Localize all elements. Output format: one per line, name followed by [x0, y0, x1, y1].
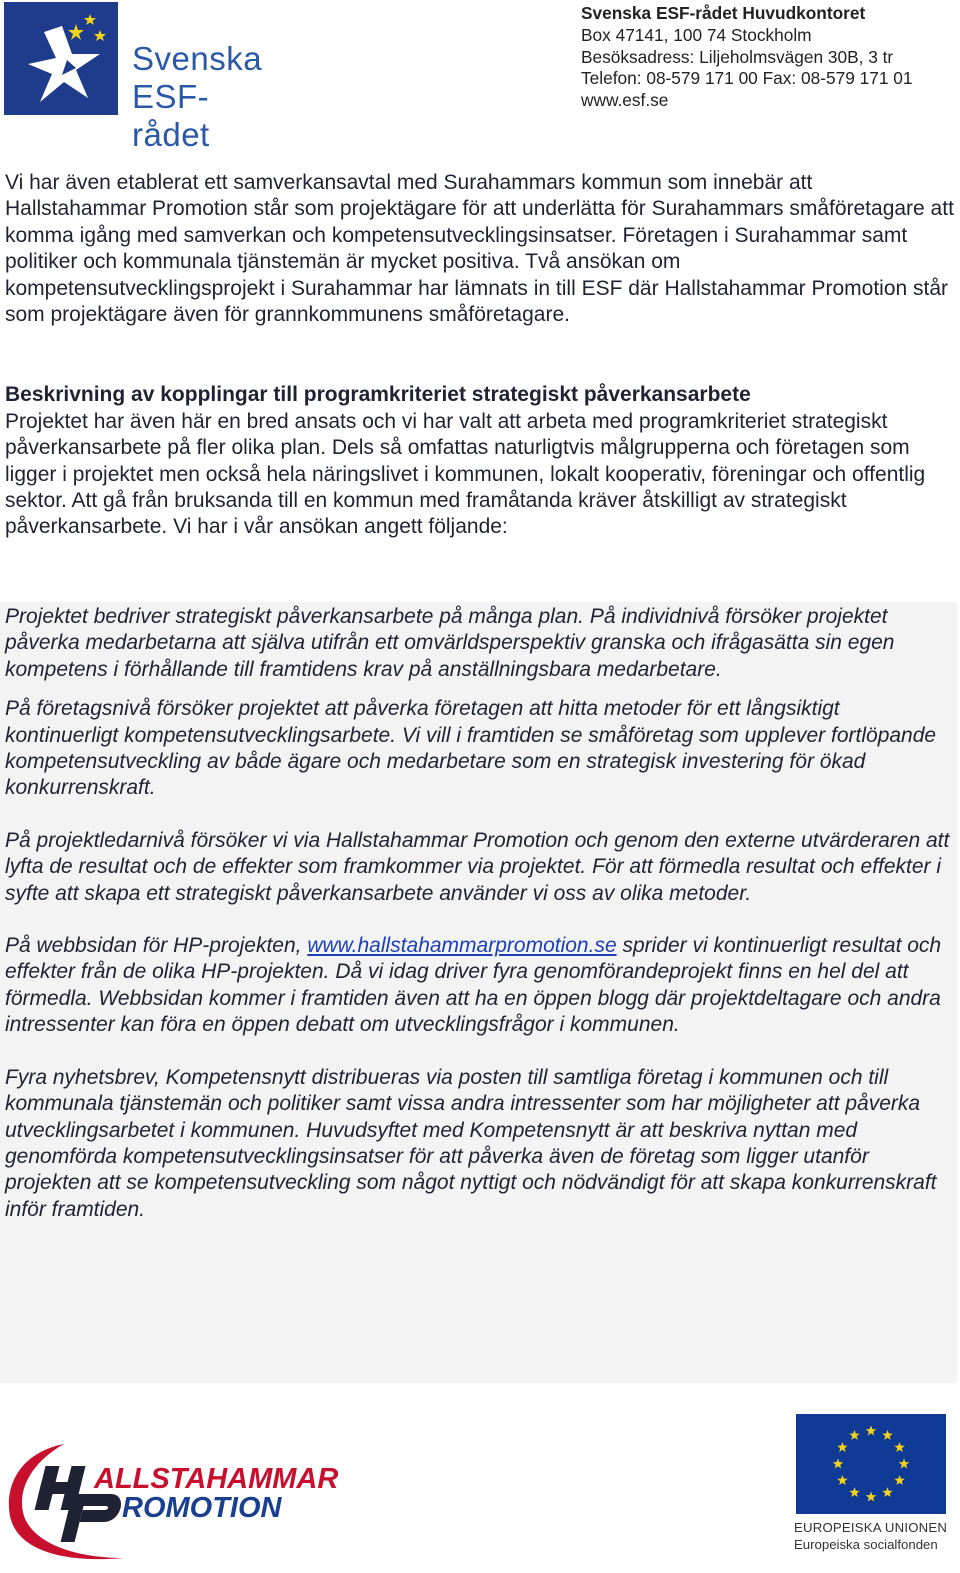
hallstahammar-link[interactable]: www.hallstahammarpromotion.se [307, 934, 617, 958]
eu-star [849, 1430, 859, 1440]
quote-paragraph-website [5, 933, 955, 1039]
quote-paragraph-company: På företagsnivå försöker projektet att påverka företagen att hitta metoder för ett långsiktigt kontinuerligt kompetensutvecklingsarbete. Vi vill i framtiden se småföretag som upplever fortlöpande kompetensutveckling av både ägare och medarbetare som en strategisk investering för ökad konkurrenskraft. [5, 697, 937, 800]
hallstahammar-promotion-logo [4, 1440, 349, 1565]
eu-star [866, 1492, 876, 1502]
quote-paragraph-project-lead: På projektledarnivå försöker vi via Hallstahammar Promotion och genom den externe utvärderaren att lyfta de resultat och de effekter som framkommer via projektet. För att förmedla resultat och effekter i syfte att skapa ett strategiskt påverkansarbete använder vi oss av olika metoder. [5, 828, 950, 905]
eu-star [894, 1475, 904, 1485]
eu-star [894, 1442, 904, 1452]
section-description: Projektet har även här en bred ansats och vi har valt att arbeta med programkriteriet strategiskt påverkansarbete på fler olika plan. Dels så omfattas naturligtvis målgrupperna och företagen som ligger i projektet men också hela näringslivet i kommunen, lokalt kooperativ, föreningar och offentlig sektor. Att gå från bruksanda till en kommun med framåtanda kräver åtskilligt av strategiskt påverkansarbete. Vi har i vår ansökan angett följande: [5, 409, 926, 539]
eu-star [837, 1442, 847, 1452]
hp-swoosh-icon [4, 1440, 349, 1565]
eu-flag-icon [796, 1414, 946, 1514]
eu-star [837, 1475, 847, 1485]
section-heading: Beskrivning av kopplingar till programkriteriet strategiskt påverkansarbete [5, 383, 751, 407]
intro-paragraph: Vi har även etablerat ett samverkansavtal med Surahammars kommun som innebär att Hallstahammar Promotion står som projektägare för att underlätta för Surahammars småföretagare att komma igång med samverkan och kompetensutvecklingsinsatser. Företagen i Surahammar samt politiker och kommunala tjänstemän är mycket positiva. Två ansökan om kompetensutvecklingsprojekt i Surahammar har lämnats in till ESF där Hallstahammar Promotion står som projektägare även för grannkommunens småföretagare. [5, 171, 954, 327]
office-name: Svenska ESF-rådet Huvudkontoret [581, 3, 866, 23]
quote-paragraph-newsletter: Fyra nyhetsbrev, Kompetensnytt distribueras via posten till samtliga företag i kommunen och till kommunala tjänstemän och politiker samt vissa andra intressenter som har möjligheter att påverka utvecklingsarbetet i kommunen. Huvudsyftet med Kompetensnytt är att beskriva nyttan med genomförda kompetensutvecklingsinsatser för att påverka även de företag som ligger utanför projekten att se kompetensutveckling som något nyttigt och nödvändigt för att skapa konkurrenskraft inför framtiden. [5, 1065, 937, 1221]
hp-logo-line1: ALLSTAHAMMAR [94, 1463, 339, 1495]
eu-name: EUROPEISKA UNIONEN [794, 1520, 948, 1535]
eu-star [849, 1487, 859, 1497]
website-text-before: På webbsidan för HP-projekten, [5, 934, 308, 958]
phone-fax: Telefon: 08-579 171 00 Fax: 08-579 171 01 [581, 68, 913, 89]
quoted-application-text [5, 604, 955, 1223]
letterhead [0, 0, 960, 153]
esf-logo [4, 2, 284, 153]
eu-star [866, 1426, 876, 1436]
postal-address: Box 47141, 100 74 Stockholm [581, 24, 812, 45]
hp-logo-line2: ROMOTION [122, 1492, 282, 1524]
esf-star-icon [4, 2, 118, 115]
eu-star [882, 1430, 892, 1440]
eu-fund-name: Europeiska socialfonden [794, 1537, 938, 1552]
esf-wordmark-line2: ESF-rådet [132, 78, 210, 153]
document-body [5, 170, 955, 569]
website-address: www.esf.se [581, 90, 669, 111]
quote-paragraph-individual: Projektet bedriver strategiskt påverkansarbete på många plan. På individnivå försöker projektet påverka medarbetarna att själva utifrån ett omvärldsperspektiv granska och ifrågasätta sin egen kompetens i förhållande till framtidens krav på anställningsbara medarbetare. [5, 605, 895, 681]
esf-wordmark [132, 40, 284, 154]
eu-star [899, 1459, 909, 1469]
esf-wordmark-line1: Svenska [132, 40, 263, 77]
visiting-address: Besöksadress: Liljeholmsvägen 30B, 3 tr [581, 46, 894, 67]
eu-logo [794, 1414, 948, 1558]
eu-star [882, 1487, 892, 1497]
office-address [581, 3, 912, 112]
footer-logos [0, 1400, 960, 1573]
eu-star [833, 1459, 843, 1469]
website-text-after: sprider vi kontinuerligt resultat och effekter från de olika HP-projekten. Då vi idag driver fyra genomförandeprojekt finns en hel del att förmedla. Webbsidan kommer i framtiden även att ha en öppen blogg där projektdeltagare och andra intressenter kan föra en öppen debatt om utvecklingsfrågor i kommunen. [5, 934, 942, 1037]
